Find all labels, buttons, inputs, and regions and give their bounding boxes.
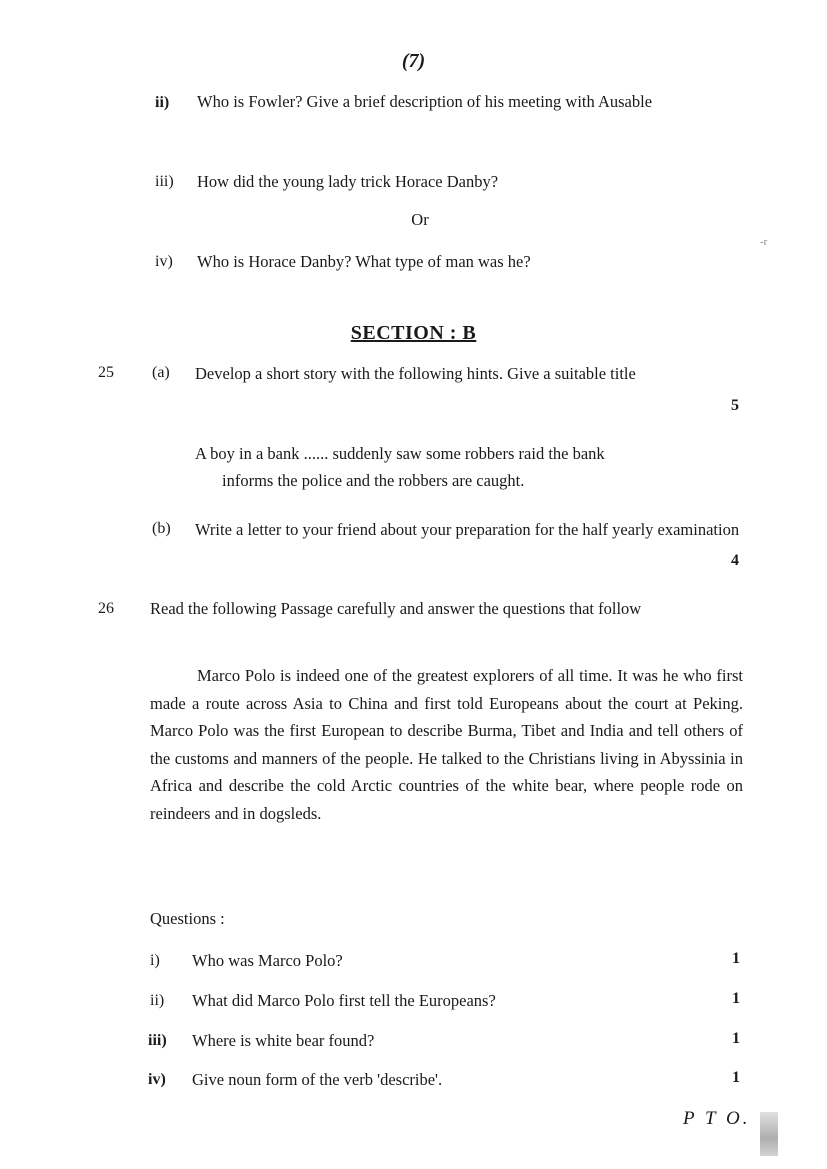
question-ii-label: ii): [155, 94, 170, 111]
question-26-instruction: Read the following Passage carefully and answer the questions that follow: [150, 599, 642, 618]
story-hints-line1: A boy in a bank ...... suddenly saw some robbers raid the bank: [195, 444, 605, 463]
question-text: Who was Marco Polo?: [192, 951, 343, 970]
question-25a-text: Develop a short story with the following hints. Give a suitable title: [195, 364, 636, 383]
question-text: Give noun form of the verb 'describe'.: [192, 1070, 443, 1089]
page-number: (7): [401, 50, 426, 72]
question-text: Where is white bear found?: [192, 1031, 375, 1050]
question-marks: 1: [732, 990, 740, 1007]
section-title: SECTION : B: [350, 322, 477, 344]
question-iv-label: iv): [155, 253, 173, 270]
question-marks: 1: [732, 1030, 740, 1047]
question-25b-text: Write a letter to your friend about your preparation for the half yearly examination: [195, 520, 740, 539]
question-label: iv): [148, 1071, 166, 1088]
story-hints-line2: informs the police and the robbers are caught.: [222, 471, 525, 490]
margin-mark: -r: [760, 236, 768, 248]
question-25b-marks: 4: [731, 552, 739, 569]
question-25a-marks: 5: [731, 397, 739, 414]
question-label: ii): [150, 992, 165, 1009]
question-label: i): [150, 952, 160, 969]
question-label: iii): [148, 1032, 167, 1049]
questions-heading: Questions :: [150, 909, 225, 928]
question-26-number: 26: [98, 600, 114, 617]
question-25-number: 25: [98, 364, 114, 381]
question-25a-label: (a): [152, 364, 170, 381]
or-separator: Or: [411, 210, 429, 229]
question-iv-text: Who is Horace Danby? What type of man was he?: [197, 252, 531, 271]
question-ii-text: Who is Fowler? Give a brief description of his meeting with Ausable: [197, 92, 653, 111]
pto-footer: P T O.: [683, 1108, 751, 1129]
question-marks: 1: [732, 950, 740, 967]
question-marks: 1: [732, 1069, 740, 1086]
question-25b-label: (b): [152, 520, 171, 537]
reading-passage: Marco Polo is indeed one of the greatest explorers of all time. It was he who first made a route across Asia to China and first told Europeans about the court at Peking. Marco Polo was the first European to describe Burma, Tibet and India and tell others of the customs and manners of the people. He talked to the Christians living in Abyssinia in Africa and describe the cold Arctic countries of the white bear, where people rode on reindeers and in dogsleds.: [150, 666, 743, 823]
question-iii-text: How did the young lady trick Horace Danby?: [197, 172, 499, 191]
scan-edge-mark: [760, 1112, 778, 1156]
question-text: What did Marco Polo first tell the Europeans?: [192, 991, 496, 1010]
question-iii-label: iii): [155, 173, 174, 190]
